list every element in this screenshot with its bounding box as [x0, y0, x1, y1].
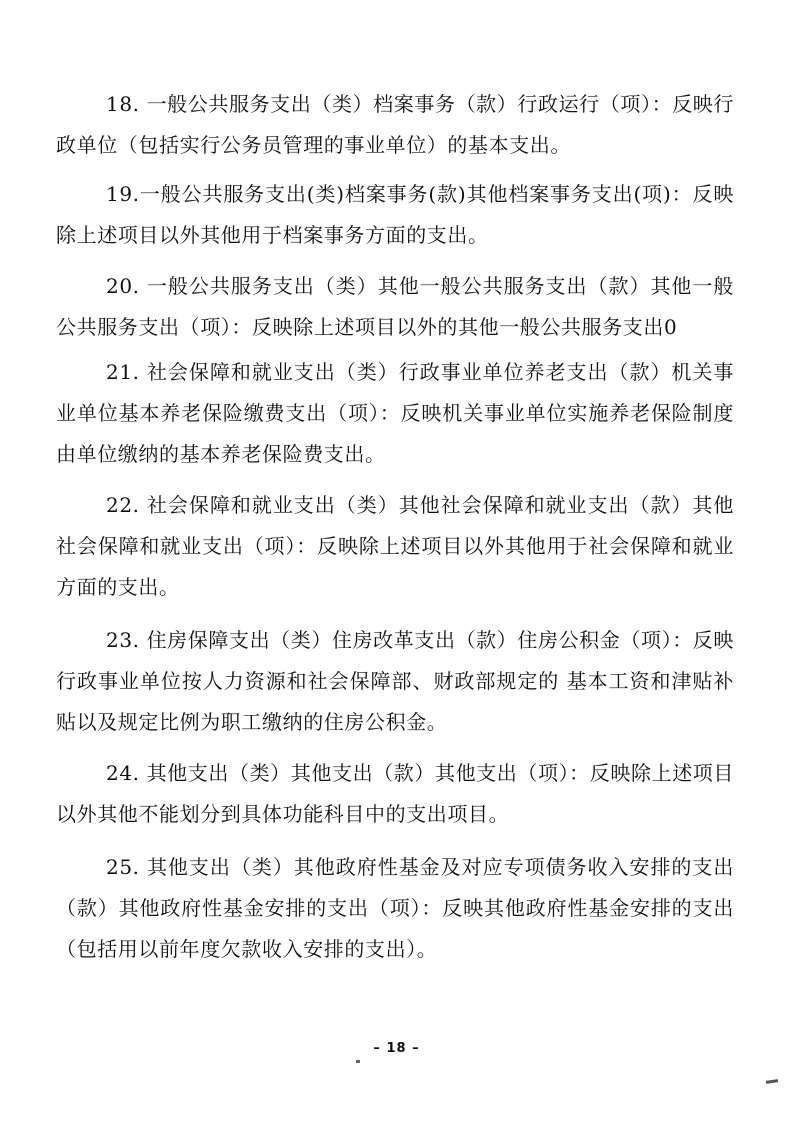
scan-artifact-dot — [356, 1060, 360, 1063]
paragraph-18: 18. 一般公共服务支出（类）档案事务（款）行政运行（项）：反映行政单位（包括实行公务员管理的事业单位）的基本支出。 — [56, 92, 734, 157]
document-body — [56, 84, 734, 984]
paragraph-24: 24. 其他支出（类）其他支出（款）其他支出（项）：反映除上述项目以外其他不能划分到具体功能科目中的支出项目。 — [56, 761, 734, 826]
page-number: – 18 – — [373, 1041, 420, 1056]
paragraph-20: 20. 一般公共服务支出（类）其他一般公共服务支出（款）其他一般公共服务支出（项）：反映除上述项目以外的其他一般公共服务支出0 — [56, 274, 734, 339]
paragraph-21: 21. 社会保障和就业支出（类）行政事业单位养老支出（款）机关事业单位基本养老保险缴费支出（项）：反映机关事业单位实施养老保险制度由单位缴纳的基本养老保险费支出。 — [56, 360, 734, 466]
paragraph-25: 25. 其他支出（类）其他政府性基金及对应专项债务收入安排的支出（款）其他政府性基金安排的支出（项）：反映其他政府性基金安排的支出（包括用以前年度欠款收入安排的支出）。 — [56, 855, 734, 961]
paragraph-23: 23. 住房保障支出（类）住房改革支出（款）住房公积金（项）：反映行政事业单位按人力资源和社会保障部、财政部规定的 基本工资和津贴补贴以及规定比例为职工缴纳的住房公积金。 — [56, 628, 734, 734]
scan-artifact-mark — [766, 1079, 778, 1084]
paragraph-19: 19.一般公共服务支出(类)档案事务(款)其他档案事务支出(项)：反映除上述项目以外其他用于档案事务方面的支出。 — [56, 182, 734, 247]
paragraph-22: 22. 社会保障和就业支出（类）其他社会保障和就业支出（款）其他社会保障和就业支出（项）：反映除上述项目以外其他用于社会保障和就业方面的支出。 — [56, 493, 734, 599]
